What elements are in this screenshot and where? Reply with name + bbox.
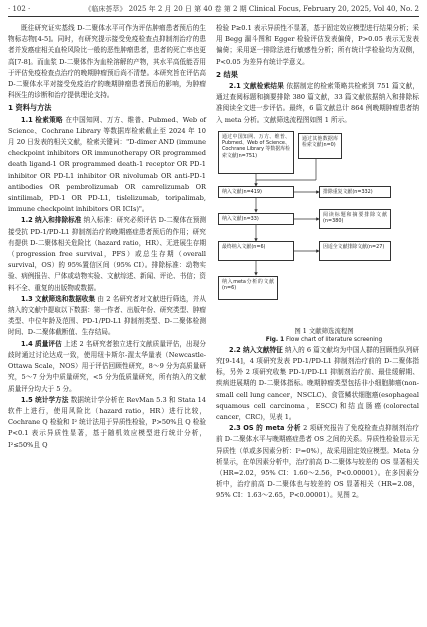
box-other-sources: 通过其他数据库检索文献(n=0) bbox=[298, 133, 342, 159]
right-column bbox=[216, 23, 419, 502]
figure-caption-cn: 图 1 文献筛选流程图 bbox=[294, 326, 354, 335]
section-1-2-text: 纳入标准：研究必须评估 D-二聚体在预测接受抗 PD-1/PD-L1 抑制剂治疗的晚期癌症患者预后的作用；研究有提供 D-二聚体相关危险比（hazard ratio，HR）、无进展生存期（progression free survival，PFS）或总生存期（overall survival，OS）的 95%置信区间（95% CI）。排除标准：动物实验、病例报告、尸体或动物实验、文献综述、新闻、评论、书信；资料不全、重复的出版物或数据。 bbox=[8, 216, 206, 292]
header-rule bbox=[8, 16, 419, 17]
stats-continuation: 检验 P≥0.1 表示异质性不显著，基于固定效应模型进行结果分析；采用 Begg 漏斗图和 Egger 检验评估发表偏倚，P>0.05 表示无发表偏倚；采用逐一排除法进行敏感性分析；所有统计学检验均为双侧，P<0.05 为差异有统计学意义。 bbox=[216, 24, 419, 66]
section-1-3-text: 由 2 名研究者对文献进行筛选，并从纳入的文献中提取以下数据：第一作者、出版年份、研究类型、肿瘤类型、中位年龄及范围、PD-1/PD-L1 抑制剂类型、D-二聚体检测时间、D-二聚体截断值、生存结局。 bbox=[8, 294, 206, 337]
intro-paragraph: 既往研究证实基线 D-二聚体水平可作为评估肿瘤患者预后的生物标志物[4-5]。同时，有研究提示接受免疫检查点抑制剂治疗的患者并发癌症相关血栓风险比一般的恶性肿瘤患者，患者的死亡率也更高[7-8]。而血浆 D-二聚体作为血栓溶解的产物，其水平高低能否用于评估免疫检查点治疗的晚期肿瘤预后尚不清楚。本研究旨在评估高 D-二聚体水平对接受免疫治疗的晚期肿瘤患者预后的影响，为肿瘤科医生的诊断和治疗提供理论支持。 bbox=[8, 24, 206, 100]
section-1-4 bbox=[8, 339, 206, 395]
box-included-419: 纳入文献(n=419) bbox=[218, 186, 294, 198]
section-1-5 bbox=[8, 395, 206, 451]
section-1-3-title: 1.3 文献筛选和数据收集 bbox=[21, 294, 96, 303]
figure-caption-en-text: Flow chart of literature screening bbox=[285, 336, 383, 343]
section-1-2-title: 1.2 纳入和排除标准 bbox=[21, 216, 82, 225]
section-2-1-title: 2.1 文献检索结果 bbox=[229, 82, 285, 91]
section-2-3 bbox=[216, 423, 419, 501]
figure-caption-en bbox=[216, 336, 419, 345]
section-1-3 bbox=[8, 294, 206, 339]
section-1-1 bbox=[8, 115, 206, 216]
box-database-search: 通过中国知网、万方、维普、Pubmed、Web of Science、Cochrane Library 等数据库检索文献(n=751) bbox=[218, 131, 294, 174]
box-meta-analysis: 纳入meta分析的文献(n=6) bbox=[218, 276, 278, 300]
section-2-2-text: 纳入的 6 篇文献均为中国人群的回顾性队列研究[9-14]，4 项研究发表 PD-1/PD-L1 抑制剂治疗前的 D-二聚体指标，另外 2 项研究收集 PD-1/PD-L1 抑制剂治疗前、最佳缓解期、疾病进展期的 D-二聚体指标。晚期肿瘤类型包括非小细胞肺癌(non-small cell lung cancer，NSCLC)、食管鳞状细胞癌(esophageal squamous cell carcinoma，ESCC)和结直肠癌(colorectal cancer，CRC)，见表 1。 bbox=[216, 345, 419, 422]
box-fulltext-excluded: 因适全文献排除文献(n=27) bbox=[319, 241, 391, 261]
section-1-heading: 1 资料与方法 bbox=[8, 103, 52, 113]
section-1-5-text: 数据统计学分析在 RevMan 5.3 和 Stata 14 软件上进行，使用风险比（hazard ratio，HR）进行比较，Cochrane Q 检验和 I² 统计法用于异质性检验，P>50%且 Q 检验 P<0.1 表示异质性显著，基于随机效应模型进行统计分析，I²≤50%且 Q bbox=[8, 395, 206, 449]
section-1-4-text: 上述 2 名研究者独立进行文献质量评估，出现分歧时通过讨论达成一致，使用纽卡斯尔-渥太华量表（Newcastle-Ottawa Scale，NOS）用于评估回顾性研究，8～9 分为高质量研究，5～7 分为中质量研究，<5 分为低质量研究，所有纳入的文献质量评分均大于 5 分。 bbox=[8, 339, 206, 393]
section-2-1-text: 依据制定的检索策略共检索到 751 篇文献，通过查阅标题和摘要排除 380 篇文献，33 篇文献依据纳入和排除标准阅读全文进一步评估。最终，6 篇文献总计 864 例晚期肿瘤患者纳入 meta 分析。文献筛选流程图如图 1 所示。 bbox=[216, 82, 419, 124]
section-1-4-title: 1.4 质量评估 bbox=[21, 339, 62, 348]
figure-label: Fig. 1 bbox=[265, 336, 285, 343]
box-final-included: 最终纳入文献(n=6) bbox=[218, 241, 294, 261]
section-2-2-title: 2.2 纳入文献特征 bbox=[229, 345, 283, 354]
flow-chart bbox=[216, 129, 419, 325]
section-2-3-title: 2.3 OS 的 meta 分析 bbox=[229, 424, 301, 433]
section-1-5-title: 1.5 统计学方法 bbox=[21, 395, 69, 404]
section-2-heading: 2 结果 bbox=[216, 69, 238, 79]
section-1-1-title: 1.1 检索策略 bbox=[21, 115, 63, 124]
section-1-2 bbox=[8, 215, 206, 293]
journal-citation: 《临床荟萃》 2025 年 2 月 20 日 第 40 卷 第 2 期 Clinical Focus, February 20, 2025, Vol 40, No. 2 bbox=[84, 5, 419, 13]
section-1-1-text: 在中国知网、万方、维普、Pubmed、Web of Science、Cochrane Library 等数据库检索截止至 2024 年 10 月 20 日发表的相关文献，检索关键词："D-dimer AND (immune checkpoint inhibitors OR immunotherapy OR programmed death ligand-1 OR programmed death-1 receptor OR PD-1 inhibitor OR PD-L1 inhibitor OR nivolumab OR anti-PD-1 antibodies OR pembrolizumab OR camrelizumab OR sintilimab, PD-1 OR PD-L1, tislelizumab, toripalimab, immune checkpoint inhibitors OR ICIs)"。 bbox=[8, 115, 206, 214]
page-number: · 102 · bbox=[8, 5, 31, 13]
box-included-33: 纳入文献(n=33) bbox=[218, 213, 294, 225]
running-header bbox=[8, 3, 419, 15]
box-duplicates-excluded: 排除重复文献(n=332) bbox=[319, 186, 391, 198]
section-2-3-text: 2 项研究报告了免疫检查点抑制剂治疗前 D-二聚体水平与晚期癌症患者 OS 之间的关系。异质性检验显示无异质性（单或多因素分析：I²=0%），故采用固定效应模型。Meta 分析显示，在单因素分析中，治疗前高 D-二聚体与较差的 OS 显著相关（HR=2.02，95% CI：1.60～2.56，P<0.00001）。在多因素分析中，治疗前高 D-二聚体也与较差的 OS 显著相关（HR=2.08，95% CI：1.63～2.65，P<0.00001）。见图 2。 bbox=[216, 424, 419, 500]
box-title-abstract-excluded: 阅读标题和摘要排除文献(n=380) bbox=[319, 209, 391, 229]
section-2-1 bbox=[216, 81, 419, 126]
left-column bbox=[8, 23, 206, 451]
section-2-2 bbox=[216, 345, 419, 423]
